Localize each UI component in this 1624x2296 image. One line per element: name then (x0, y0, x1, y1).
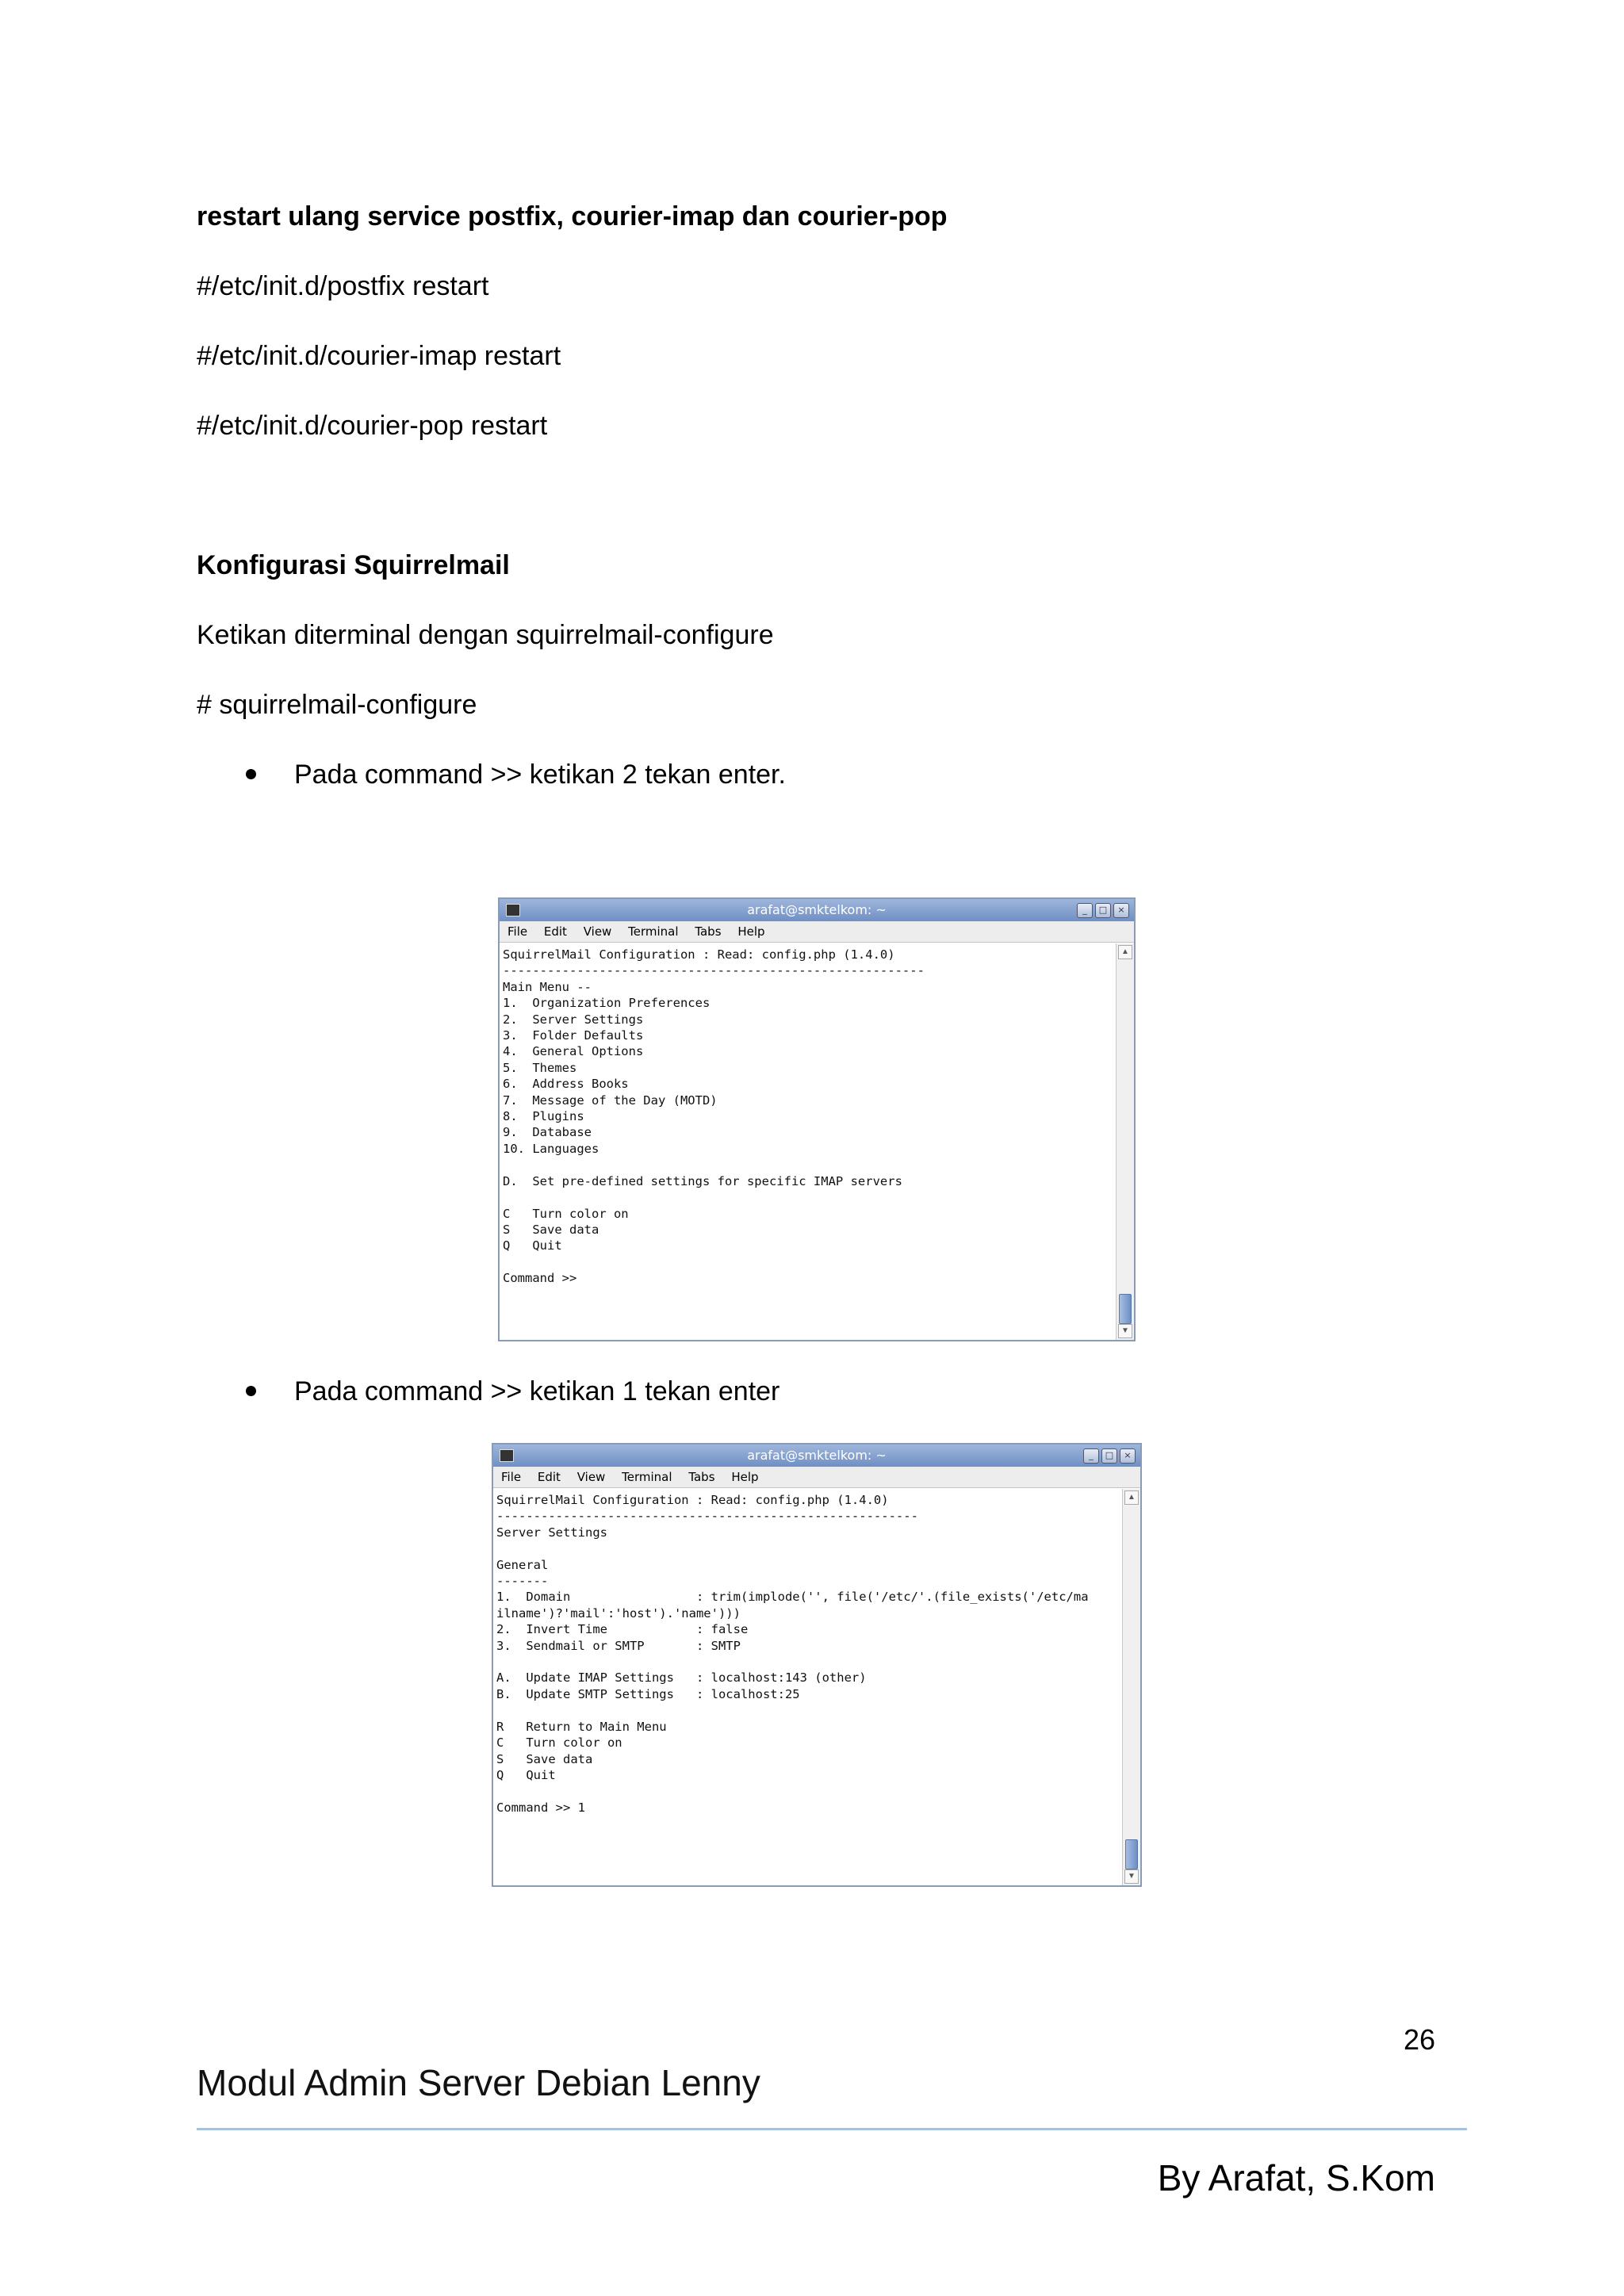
terminal-titlebar (493, 1445, 1140, 1467)
terminal-menubar (500, 921, 1134, 943)
section-heading-restart: restart ulang service postfix, courier-imap dan courier-pop (197, 201, 948, 232)
bullet-text-1: Pada command >> ketikan 2 tekan enter. (294, 760, 786, 790)
scroll-down-icon[interactable]: ▼ (1124, 1869, 1139, 1884)
terminal-menubar (493, 1467, 1140, 1488)
scrollbar-thumb[interactable] (1125, 1839, 1138, 1869)
menu-tabs[interactable]: Tabs (695, 924, 722, 939)
bullet-text-2: Pada command >> ketikan 1 tekan enter (294, 1376, 780, 1406)
terminal-output[interactable] (493, 1489, 1123, 1885)
menu-view[interactable]: View (576, 1470, 606, 1484)
terminal-scrollbar[interactable] (1116, 943, 1134, 1340)
footer-author: By Arafat, S.Kom (1157, 2157, 1435, 2198)
bullet-item-1 (246, 759, 786, 790)
minimize-button[interactable]: _ (1083, 1448, 1099, 1464)
section-heading-squirrelmail: Konfigurasi Squirrelmail (197, 550, 510, 580)
menu-terminal[interactable]: Terminal (622, 1470, 672, 1484)
menu-edit[interactable]: Edit (537, 1470, 561, 1484)
close-button[interactable]: × (1113, 903, 1129, 918)
terminal-scrollbar[interactable] (1122, 1489, 1140, 1885)
menu-tabs[interactable]: Tabs (688, 1470, 715, 1484)
terminal-title: arafat@smktelkom: ~ (747, 1448, 887, 1463)
command-postfix-restart: #/etc/init.d/postfix restart (197, 271, 489, 301)
close-button[interactable]: × (1120, 1448, 1136, 1464)
command-squirrelmail-configure: # squirrelmail-configure (197, 690, 477, 720)
menu-file[interactable]: File (508, 924, 528, 939)
bullet-dot-icon (246, 1386, 256, 1396)
footer-title: Modul Admin Server Debian Lenny (197, 2062, 760, 2103)
footer-divider (197, 2128, 1467, 2130)
terminal-output[interactable] (500, 943, 1116, 1340)
command-courier-imap-restart: #/etc/init.d/courier-imap restart (197, 341, 561, 371)
menu-view[interactable]: View (583, 924, 612, 939)
scroll-up-icon[interactable]: ▲ (1118, 945, 1132, 959)
terminal-titlebar (500, 899, 1134, 921)
terminal-title: arafat@smktelkom: ~ (747, 902, 887, 917)
command-courier-pop-restart: #/etc/init.d/courier-pop restart (197, 411, 548, 441)
terminal-app-icon (506, 904, 520, 916)
scrollbar-thumb[interactable] (1119, 1294, 1132, 1324)
page-number: 26 (1403, 2023, 1435, 2056)
menu-help[interactable]: Help (731, 1470, 759, 1484)
bullet-item-2 (246, 1376, 779, 1407)
menu-file[interactable]: File (501, 1470, 522, 1484)
menu-terminal[interactable]: Terminal (628, 924, 679, 939)
terminal-output-text: SquirrelMail Configuration : Read: config.php (1.4.0) --------------------------------------------------------- Server Settings General ------- 1. Domain : trim(implode('', file('/etc/'.(file_exists('/etc/ma ilname')?'mail':'host').'name'))) 2. Invert Time : false 3. Sendmail or SMTP : SMTP A. Update IMAP Settings : localhost:143 (other) B. Update SMTP Settings : localhost:25 R Return to Main Menu C Turn color on S Save data Q Quit Command >> 1 (496, 1493, 1089, 1815)
maximize-button[interactable]: □ (1095, 903, 1111, 918)
scroll-down-icon[interactable]: ▼ (1118, 1324, 1132, 1338)
bullet-dot-icon (246, 769, 256, 779)
menu-help[interactable]: Help (737, 924, 765, 939)
terminal-app-icon (500, 1449, 514, 1462)
terminal-window-main-menu (498, 897, 1136, 1341)
minimize-button[interactable]: _ (1077, 903, 1093, 918)
terminal-output-text: SquirrelMail Configuration : Read: config.php (1.4.0) --------------------------------------------------------- Main Menu -- 1. Organization Preferences 2. Server Settings 3. Folder Defaults 4. General Options 5. Themes 6. Address Books 7. Message of the Day (MOTD) 8. Plugins 9. Database 10. Languages D. Set pre-defined settings for specific IMAP servers C Turn color on S Save data Q Quit Command >> (503, 947, 925, 1286)
intro-text: Ketikan diterminal dengan squirrelmail-configure (197, 620, 774, 650)
maximize-button[interactable]: □ (1101, 1448, 1117, 1464)
scroll-up-icon[interactable]: ▲ (1124, 1490, 1139, 1505)
menu-edit[interactable]: Edit (543, 924, 567, 939)
terminal-window-server-settings (492, 1443, 1142, 1887)
